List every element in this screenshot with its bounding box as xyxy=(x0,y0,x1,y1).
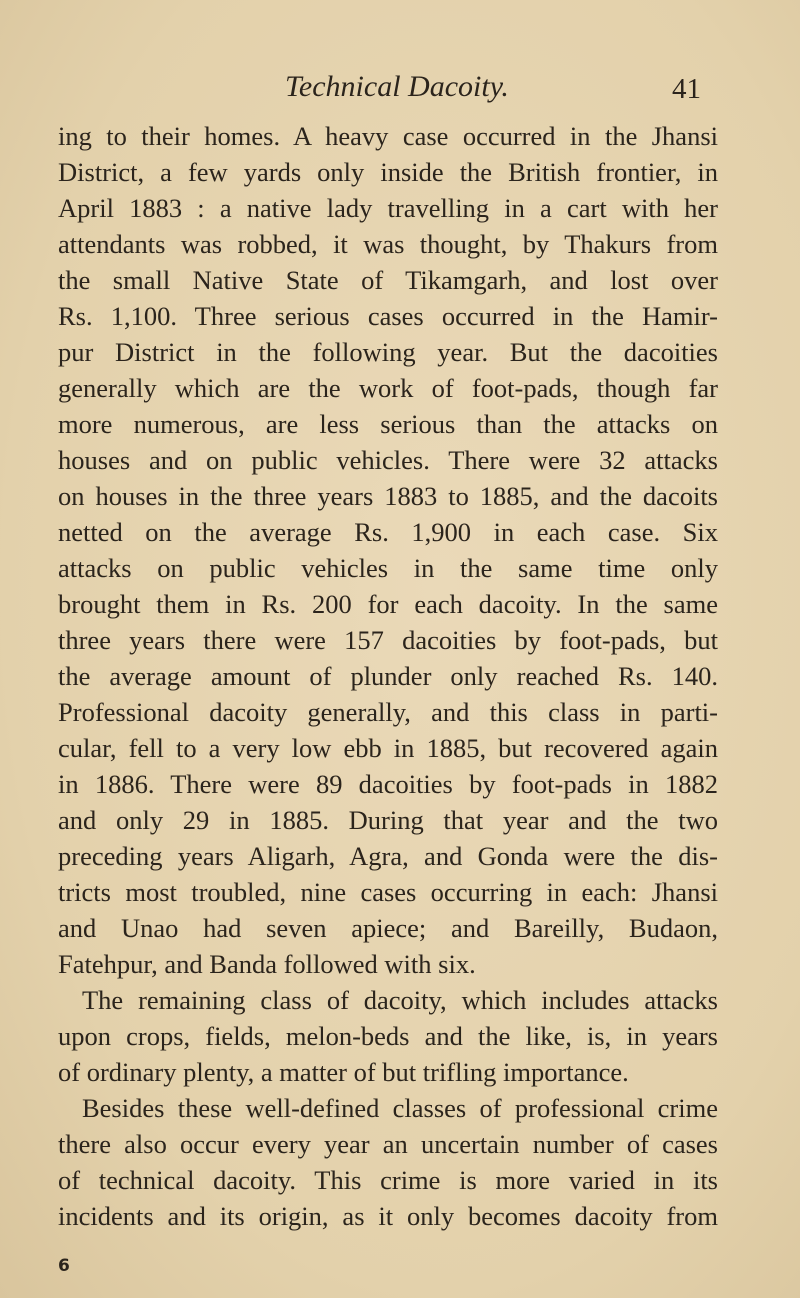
text-line: brought them in Rs. 200 for each dacoity. In the same xyxy=(58,589,718,619)
text-line: Professional dacoity generally, and this class in parti- xyxy=(58,697,718,727)
running-title: Technical Dacoity. xyxy=(285,70,509,103)
text-line: houses and on public vehicles. There were 32 attacks xyxy=(58,445,718,475)
text-line: attacks on public vehicles in the same time only xyxy=(58,553,718,583)
paragraph-end-line: Fatehpur, and Banda followed with six. xyxy=(58,949,476,979)
text-line: three years there were 157 dacoities by foot-pads, but xyxy=(58,625,718,655)
text-line: Rs. 1,100. Three serious cases occurred in the Hamir- xyxy=(58,301,718,331)
text-line: the small Native State of Tikamgarh, and lost over xyxy=(58,265,718,295)
text-line: cular, fell to a very low ebb in 1885, but recovered again xyxy=(58,733,718,763)
text-line: attendants was robbed, it was thought, by Thakurs from xyxy=(58,229,718,259)
text-line: there also occur every year an uncertain number of cases xyxy=(58,1129,718,1159)
text-line: upon crops, fields, melon-beds and the like, is, in years xyxy=(58,1021,718,1051)
paragraph-start-line: Besides these well-defined classes of professional crime xyxy=(82,1093,718,1123)
paragraph-start-line: The remaining class of dacoity, which includes attacks xyxy=(82,985,718,1015)
text-line: generally which are the work of foot-pads, though far xyxy=(58,373,718,403)
text-line: preceding years Aligarh, Agra, and Gonda were the dis- xyxy=(58,841,718,871)
signature-mark: 6 xyxy=(58,1256,70,1276)
text-line: pur District in the following year. But the dacoities xyxy=(58,337,718,367)
text-line: incidents and its origin, as it only becomes dacoity from xyxy=(58,1201,718,1231)
text-line: more numerous, are less serious than the attacks on xyxy=(58,409,718,439)
page-number: 41 xyxy=(672,73,701,105)
text-line: and Unao had seven apiece; and Bareilly, Budaon, xyxy=(58,913,718,943)
text-line: netted on the average Rs. 1,900 in each case. Six xyxy=(58,517,718,547)
body-text xyxy=(58,118,718,1234)
text-line: tricts most troubled, nine cases occurring in each: Jhansi xyxy=(58,877,718,907)
text-line: District, a few yards only inside the British frontier, in xyxy=(58,157,718,187)
text-line: on houses in the three years 1883 to 1885, and the dacoits xyxy=(58,481,718,511)
text-line: and only 29 in 1885. During that year and the two xyxy=(58,805,718,835)
text-line: the average amount of plunder only reached Rs. 140. xyxy=(58,661,718,691)
text-line: of technical dacoity. This crime is more varied in its xyxy=(58,1165,718,1195)
paragraph-end-line: of ordinary plenty, a matter of but trifling importance. xyxy=(58,1057,629,1087)
text-line: ing to their homes. A heavy case occurred in the Jhansi xyxy=(58,121,718,151)
page-header xyxy=(0,70,800,110)
text-line: in 1886. There were 89 dacoities by foot-pads in 1882 xyxy=(58,769,718,799)
text-line: April 1883 : a native lady travelling in a cart with her xyxy=(58,193,718,223)
